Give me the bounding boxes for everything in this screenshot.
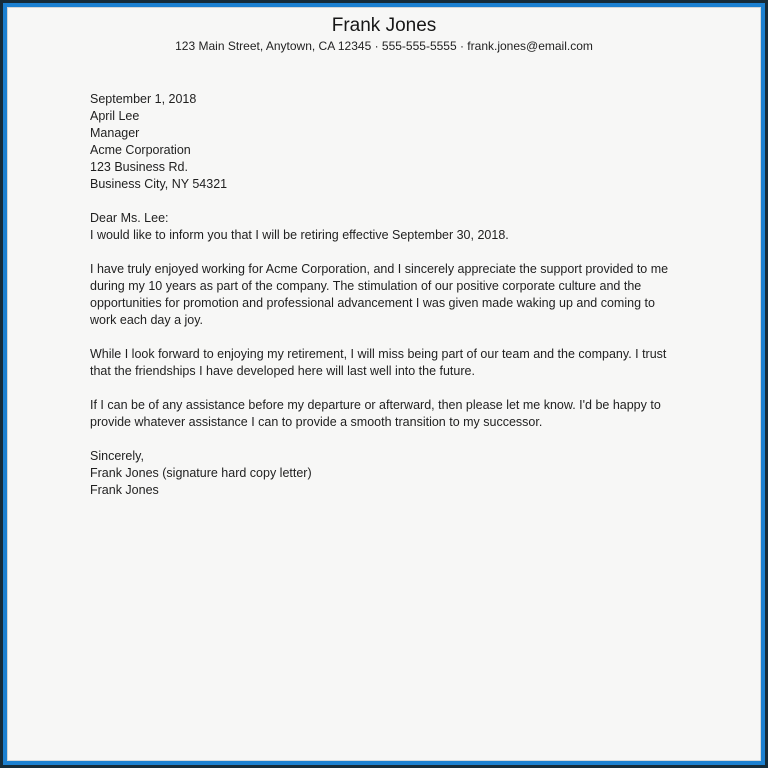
letterhead [8, 8, 760, 53]
recipient-name: April Lee [90, 109, 140, 123]
page-border-inner [3, 3, 765, 765]
letter-date: September 1, 2018 [90, 92, 197, 106]
paragraph-retirement-notice: I would like to inform you that I will be retiring effective September 30, 2018. [90, 228, 509, 242]
typed-name: Frank Jones [90, 483, 159, 497]
recipient-company: Acme Corporation [90, 143, 191, 157]
recipient-street: 123 Business Rd. [90, 160, 188, 174]
recipient-city-state-zip: Business City, NY 54321 [90, 177, 228, 191]
recipient-title: Manager [90, 126, 140, 140]
signature-line: Frank Jones (signature hard copy letter) [90, 466, 312, 480]
paragraph-assistance-offer: If I can be of any assistance before my departure or afterward, then please let me know. I'd be happy to provide whatever assistance I can to provide a smooth transition to my successor. [90, 398, 661, 429]
closing: Sincerely, [90, 449, 144, 463]
letter-page [7, 7, 761, 761]
paragraph-miss-team: While I look forward to enjoying my retirement, I will miss being part of our team and the company. I trust that the friendships I have developed here will last well into the future. [90, 347, 667, 378]
paragraph-appreciation: I have truly enjoyed working for Acme Corporation, and I sincerely appreciate the support provided to me during my 10 years as part of the company. The stimulation of our positive corporate culture and the opportunities for promotion and professional advancement I was given made waking up and coming to work each day a joy. [90, 262, 669, 327]
letterhead-name: Frank Jones [331, 15, 437, 36]
letterhead-contact-line: 123 Main Street, Anytown, CA 12345 · 555-555-5555 · frank.jones@email.com [175, 39, 593, 53]
letter-body [90, 91, 680, 499]
salutation: Dear Ms. Lee: [90, 211, 169, 225]
recipient-address-block [90, 108, 680, 193]
